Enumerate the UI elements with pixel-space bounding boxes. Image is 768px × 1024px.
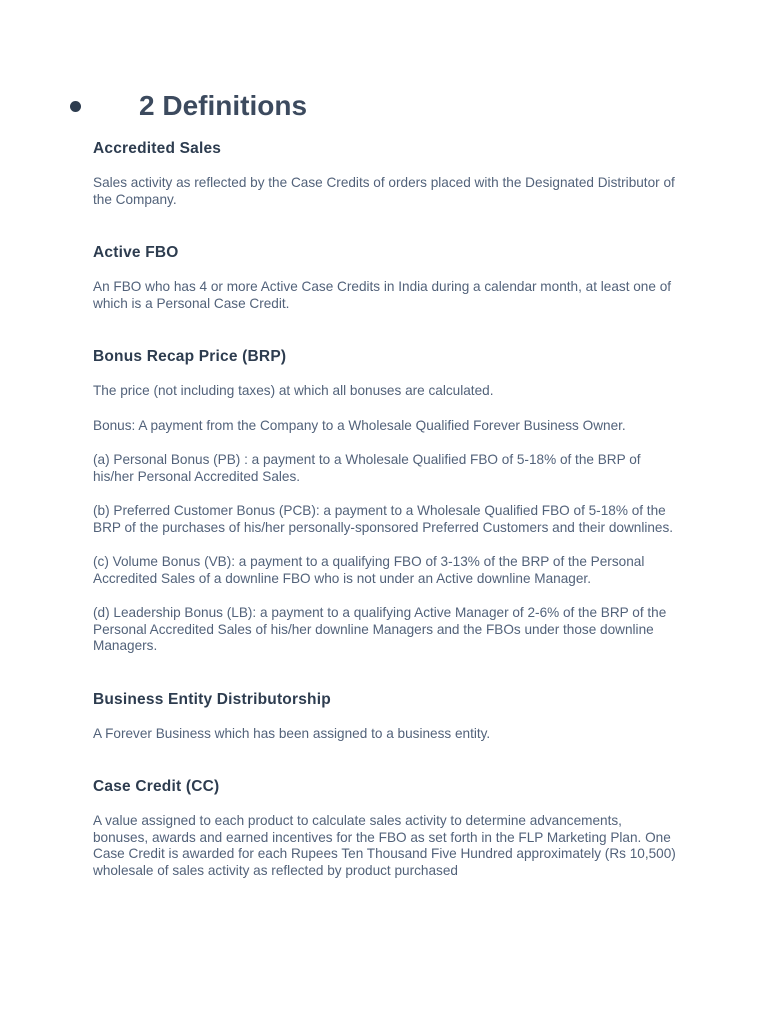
definition-paragraph: The price (not including taxes) at which all bonuses are calculated. [93,383,494,398]
definition-term: Case Credit (CC) [93,778,220,795]
definition-paragraph: (c) Volume Bonus (VB): a payment to a qualifying FBO of 3-13% of the BRP of the Personal Accredited Sales of a downline FBO who is not under an Active downline Manager. [93,554,645,586]
definition-paragraph: Sales activity as reflected by the Case Credits of orders placed with the Designated Distributor of the Company. [93,175,675,207]
definition-paragraph: Bonus: A payment from the Company to a Wholesale Qualified Forever Business Owner. [93,417,626,433]
section-title: 2 Definitions [139,90,308,121]
bullet-icon [70,101,81,112]
definition-paragraph: (b) Preferred Customer Bonus (PCB): a payment to a Wholesale Qualified FBO of 5-18% of the BRP of the purchases of his/her personally-sponsored Preferred Customers and their downlines. [93,503,674,535]
definition-paragraph: An FBO who has 4 or more Active Case Credits in India during a calendar month, at least one of which is a Personal Case Credit. [93,279,672,311]
definition-paragraph: A Forever Business which has been assigned to a business entity. [93,725,491,741]
definition-term: Accredited Sales [93,140,222,157]
definition-paragraph: A value assigned to each product to calculate sales activity to determine advancements, bonuses, awards and earned incentives for the FBO as set forth in the FLP Marketing Plan. One Case Credit is awarded for each Rupees Ten Thousand Five Hundred approximately (Rs 10,500) wholesale of sales activity as reflected by product purchased [93,813,676,878]
definition-paragraph: (a) Personal Bonus (PB) : a payment to a Wholesale Qualified FBO of 5-18% of the BRP of his/her Personal Accredited Sales. [93,452,641,484]
definitions-list [93,139,679,879]
definition-term: Active FBO [93,244,179,261]
definition-paragraph: (d) Leadership Bonus (LB): a payment to a qualifying Active Manager of 2-6% of the BRP of the Personal Accredited Sales of his/her downline Managers and the FBOs under those downline Managers. [93,605,667,653]
definition-term: Business Entity Distributorship [93,690,331,708]
definition-term: Bonus Recap Price (BRP) [93,348,287,365]
